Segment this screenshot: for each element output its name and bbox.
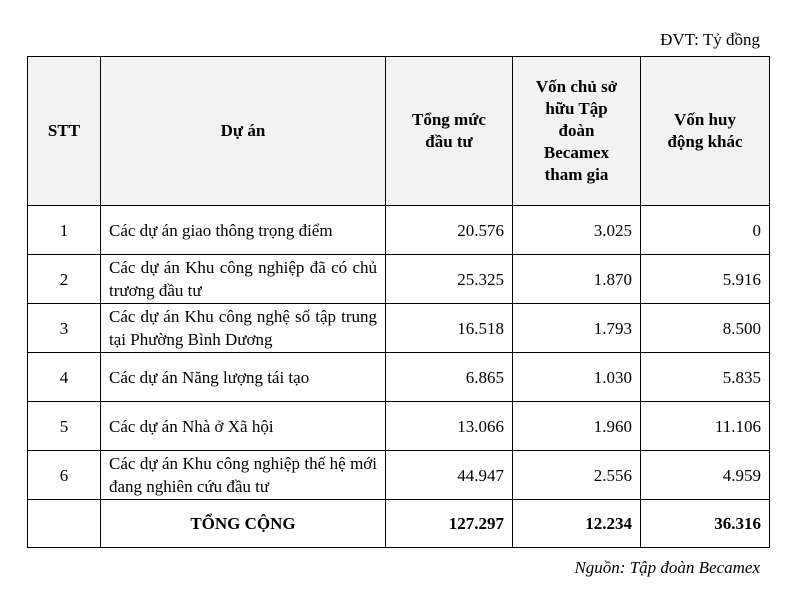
row-project: Các dự án Khu công nghiệp thế hệ mới đang nghiên cứu đầu tư (101, 451, 386, 500)
row-equity: 1.870 (513, 255, 641, 304)
row-other: 5.916 (641, 255, 770, 304)
row-other: 0 (641, 206, 770, 255)
row-equity: 1.793 (513, 304, 641, 353)
row-total: 25.325 (386, 255, 513, 304)
header-total-investment: Tổng mức đầu tư (386, 57, 513, 206)
table-row (28, 402, 770, 451)
total-other-sum: 36.316 (641, 500, 770, 548)
row-project: Các dự án Khu công nghệ số tập trung tại Phường Bình Dương (101, 304, 386, 353)
unit-label: ĐVT: Tỷ đồng (660, 30, 760, 49)
table-row (28, 206, 770, 255)
row-equity: 2.556 (513, 451, 641, 500)
row-stt: 6 (28, 451, 101, 500)
investment-table (27, 56, 770, 548)
row-equity: 3.025 (513, 206, 641, 255)
row-total: 16.518 (386, 304, 513, 353)
row-project: Các dự án Khu công nghiệp đã có chủ trương đầu tư (101, 255, 386, 304)
table-header-row (28, 57, 770, 206)
row-other: 4.959 (641, 451, 770, 500)
row-total: 13.066 (386, 402, 513, 451)
table-row (28, 255, 770, 304)
row-stt: 1 (28, 206, 101, 255)
row-other: 11.106 (641, 402, 770, 451)
total-row (28, 500, 770, 548)
source-note: Nguồn: Tập đoàn Becamex (574, 558, 760, 577)
table-row (28, 353, 770, 402)
row-total: 6.865 (386, 353, 513, 402)
row-project: Các dự án giao thông trọng điểm (101, 206, 386, 255)
total-investment-sum: 127.297 (386, 500, 513, 548)
row-other: 5.835 (641, 353, 770, 402)
header-stt: STT (28, 57, 101, 206)
header-other-capital: Vốn huy động khác (641, 57, 770, 206)
row-stt: 5 (28, 402, 101, 451)
row-equity: 1.030 (513, 353, 641, 402)
row-stt: 4 (28, 353, 101, 402)
header-equity: Vốn chủ sở hữu Tập đoàn Becamex tham gia (513, 57, 641, 206)
table-row (28, 304, 770, 353)
row-project: Các dự án Nhà ở Xã hội (101, 402, 386, 451)
row-total: 44.947 (386, 451, 513, 500)
row-other: 8.500 (641, 304, 770, 353)
row-stt: 2 (28, 255, 101, 304)
row-total: 20.576 (386, 206, 513, 255)
row-equity: 1.960 (513, 402, 641, 451)
total-equity-sum: 12.234 (513, 500, 641, 548)
table-row (28, 451, 770, 500)
header-project: Dự án (101, 57, 386, 206)
total-label: TỔNG CỘNG (101, 500, 386, 548)
row-stt: 3 (28, 304, 101, 353)
total-stt-empty (28, 500, 101, 548)
row-project: Các dự án Năng lượng tái tạo (101, 353, 386, 402)
